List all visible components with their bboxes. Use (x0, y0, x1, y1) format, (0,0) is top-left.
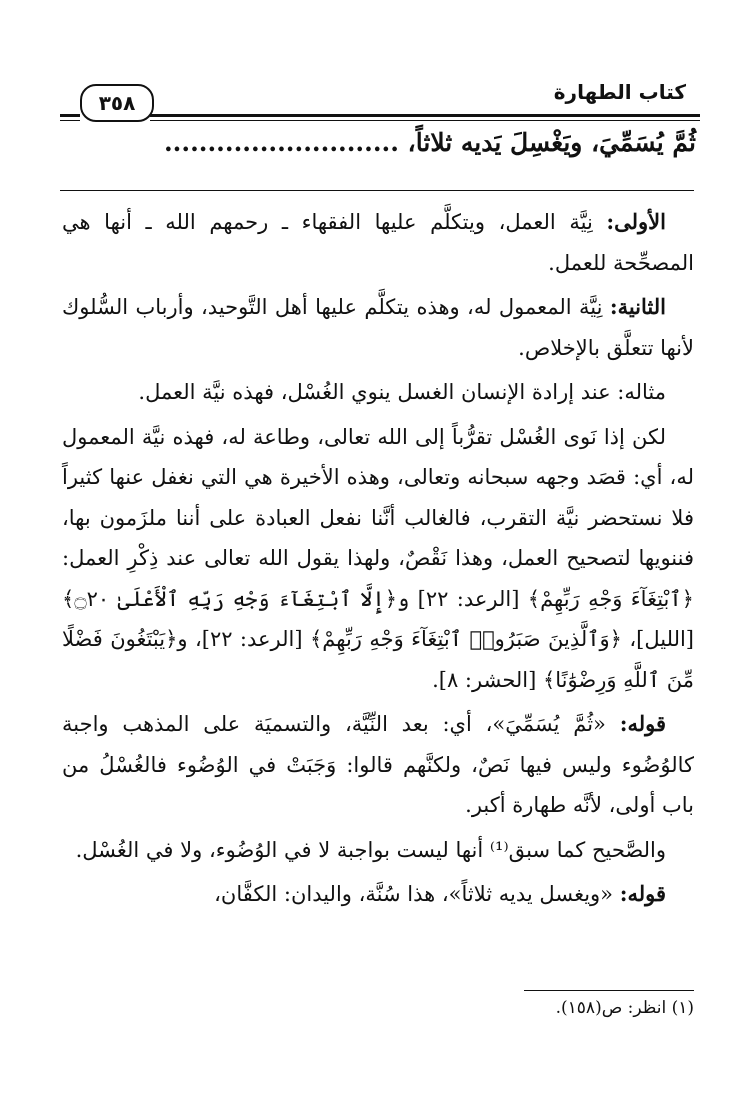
paragraph (62, 372, 694, 413)
paragraph (62, 417, 694, 701)
page-header (60, 78, 700, 118)
paragraph-lead: قوله: (619, 711, 666, 736)
commentary-body (62, 202, 694, 919)
paragraph-text: نِيَّة العمل، ويتكلَّم عليها الفقهاء ـ رحمهم الله ـ أنها هي المصحِّحة للعمل. (62, 210, 694, 275)
matn-separator (60, 190, 694, 191)
matn-line (100, 128, 696, 157)
header-rule (150, 114, 700, 117)
paragraph-text: «ويغسل يديه ثلاثاً»، هذا سُنَّة، واليدان: الكفَّان، (214, 882, 620, 906)
paragraph-text: مثاله: عند إرادة الإنسان الغسل ينوي الغُسْل، فهذه نيَّة العمل. (138, 380, 666, 404)
paragraph-lead: قوله: (619, 881, 666, 906)
book-title: كتاب الطهارة (553, 80, 686, 104)
paragraph-text: نِيَّة المعمول له، وهذه يتكلَّم عليها أهل التَّوحيد، وأرباب السُّلوك لأنها تتعلَّق بالإخلاص. (62, 295, 694, 360)
paragraph-text: «ثُمَّ يُسَمِّيَ»، أي: بعد النِّيَّة، والتسميَة على المذهب واجبة كالوُضُوء وليس فيها نَصٌ، ولكنَّهم قالوا: وَجَبَتْ في الوُضُوء فالغُسْلُ من باب أولى، لأنَّه طهارة أكبر. (62, 712, 694, 817)
header-rule-left-thin (60, 120, 80, 121)
paragraph (62, 874, 694, 915)
footnote: (١) انظر: ص(١٥٨). (555, 998, 694, 1018)
paragraph (62, 202, 694, 283)
paragraph (62, 704, 694, 826)
page-number: ٣٥٨ (80, 84, 154, 122)
paragraph (62, 287, 694, 368)
footnote-rule (524, 990, 694, 991)
paragraph-lead: الأولى: (606, 209, 666, 234)
paragraph-text: لكن إذا نَوى الغُسْل تقرُّباً إلى الله تعالى، وطاعة له، فهذه نيَّة المعمول له، أي: قصَد وجهه سبحانه وتعالى، وهذه الأخيرة هي التي نغفل عنها كثيراً فلا نستحضر نيَّة التقرب، فالغالب أنَّنا نفعل العبادة على أننا ملزَمون بها، فننويها لتصحيح العمل، وهذا نَقْصٌ، ولهذا يقول الله تعالى عند ذِكْرِ العمل: ﴿ٱبْتِغَآءَ وَجْهِ رَبِّهِمْ﴾ [الرعد: ٢٢] و﴿إِلَّا ٱبْتِغَآءَ وَجْهِ رَبِّهِ ٱلْأَعْلَىٰ ۝٢٠﴾ [الليل]، ﴿وَٱلَّذِينَ صَبَرُوا۟ ٱبْتِغَآءَ وَجْهِ رَبِّهِمْ﴾ [الرعد: ٢٢]، و﴿يَبْتَغُونَ فَضْلًا مِّنَ ٱللَّهِ وَرِضْوَٰنًا﴾ [الحشر: ٨]. (62, 424, 694, 692)
paragraph-text: والصَّحيح كما سبق⁽¹⁾ أنها ليست بواجبة لا في الوُضُوء، ولا في الغُسْل. (75, 837, 666, 862)
header-rule-left (60, 114, 80, 117)
matn-text: ثُمَّ يُسَمِّيَ، ويَغْسِلَ يَديه ثلاثاً، (407, 128, 696, 157)
matn-dots: ........................... (163, 128, 399, 157)
header-rule-thin (150, 120, 700, 121)
paragraph (62, 830, 694, 871)
paragraph-lead: الثانية: (609, 294, 666, 319)
